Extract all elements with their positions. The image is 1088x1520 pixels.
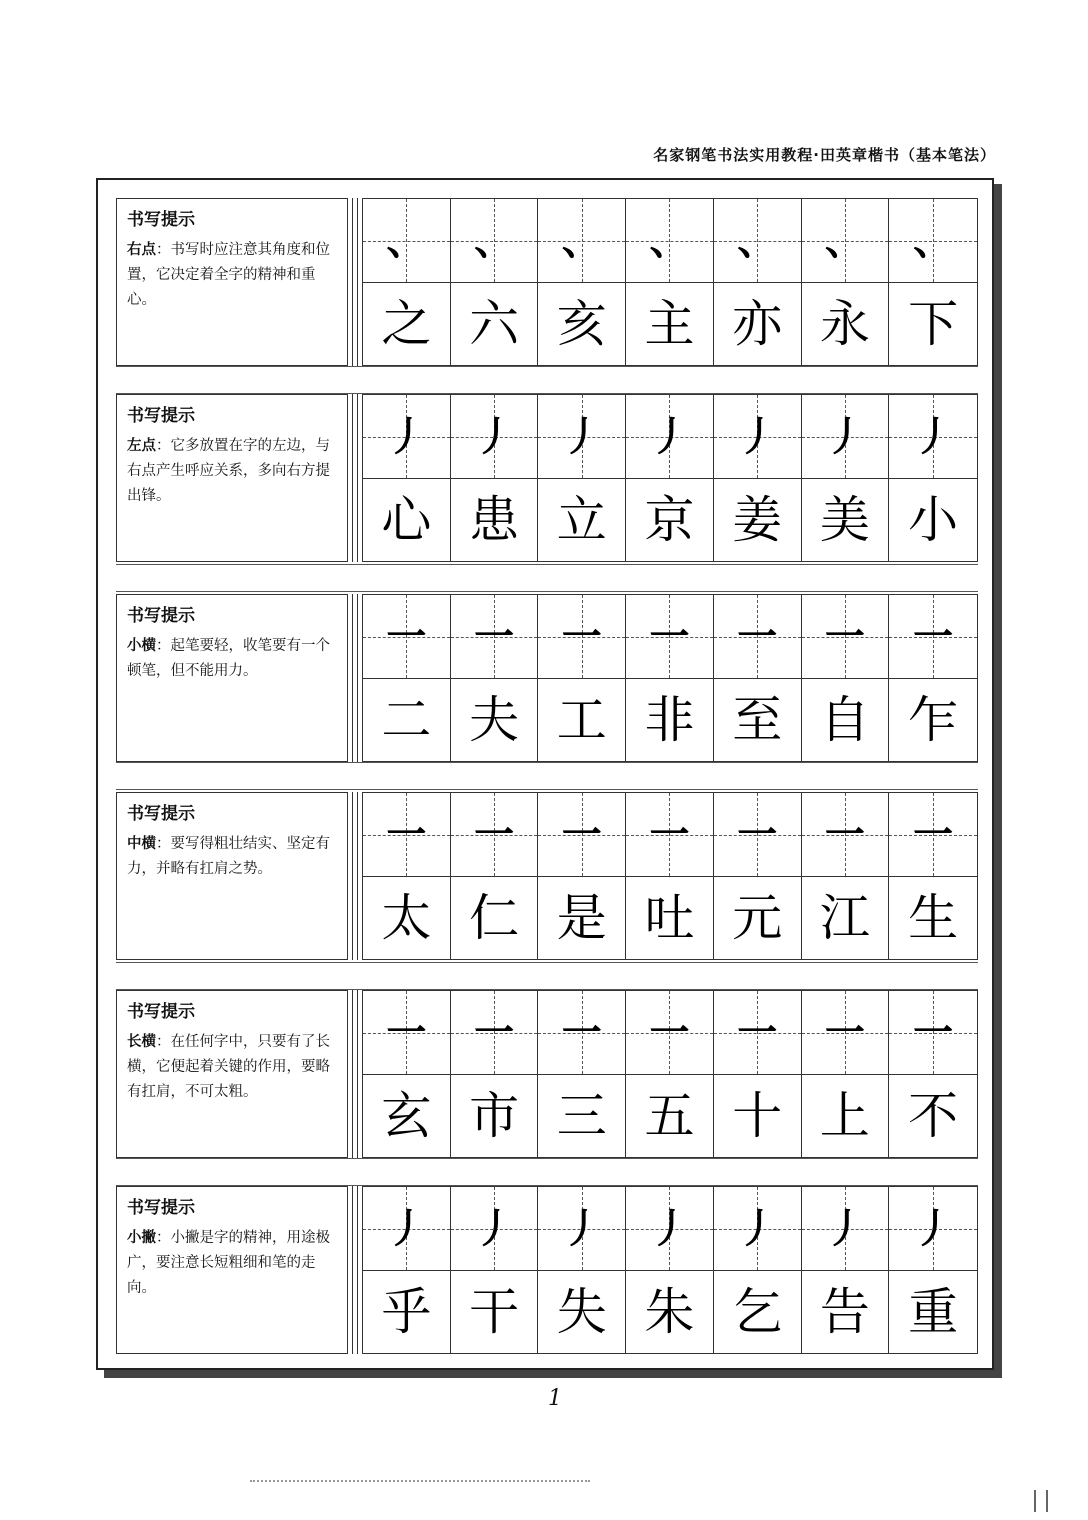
character-cell	[889, 679, 977, 761]
section-gap	[116, 1158, 978, 1186]
stroke-sample: 丿	[649, 412, 690, 460]
stroke-term: 小横	[127, 638, 156, 654]
stroke-cell	[626, 199, 714, 283]
stroke-sample: 、	[386, 216, 427, 264]
tip-body	[127, 238, 337, 313]
stroke-sample: 一	[649, 1008, 690, 1056]
practice-grid	[362, 792, 978, 960]
example-character: 三	[556, 1087, 607, 1145]
example-character: 干	[469, 1283, 520, 1341]
example-character: 是	[556, 889, 607, 947]
stroke-section	[116, 594, 978, 762]
stroke-section	[116, 198, 978, 366]
stroke-sample: 丿	[913, 1204, 954, 1252]
stroke-cell	[451, 595, 539, 679]
example-character: 之	[381, 295, 432, 353]
practice-grid	[362, 594, 978, 762]
example-character: 非	[644, 691, 695, 749]
tip-title: 书写提示	[127, 406, 195, 426]
stroke-cell	[889, 595, 977, 679]
character-cell	[626, 1271, 714, 1353]
stroke-cell	[802, 595, 890, 679]
stroke-cell	[538, 793, 626, 877]
stroke-sample: 一	[737, 612, 778, 660]
character-cell	[889, 283, 977, 365]
example-character: 患	[469, 491, 520, 549]
stroke-cell	[538, 395, 626, 479]
stroke-sample: 丿	[737, 412, 778, 460]
character-cell	[538, 479, 626, 561]
example-character: 十	[732, 1087, 783, 1145]
example-character: 至	[732, 691, 783, 749]
double-divider	[352, 1186, 358, 1354]
example-character: 重	[908, 1283, 959, 1341]
tip-title: 书写提示	[127, 210, 195, 230]
stroke-sample: 一	[913, 1008, 954, 1056]
stroke-sample: 一	[386, 612, 427, 660]
stroke-sample: 、	[649, 216, 690, 264]
stroke-section	[116, 990, 978, 1158]
stroke-cell	[802, 793, 890, 877]
tip-body	[127, 832, 337, 882]
practice-frame	[96, 178, 994, 1370]
character-cell	[714, 479, 802, 561]
stroke-cell	[451, 991, 539, 1075]
section-gap	[116, 366, 978, 394]
stroke-sample: 一	[824, 612, 865, 660]
example-character: 五	[644, 1087, 695, 1145]
stroke-description: ：小撇是字的精神，用途极广，要注意长短粗细和笔的走向。	[127, 1230, 330, 1296]
example-character: 二	[381, 691, 432, 749]
tip-title: 书写提示	[127, 1198, 195, 1218]
stroke-sample: 一	[386, 810, 427, 858]
stroke-sample: 、	[737, 216, 778, 264]
stroke-sample: 一	[737, 810, 778, 858]
example-character: 仁	[469, 889, 520, 947]
example-character: 江	[819, 889, 870, 947]
stroke-cell	[538, 991, 626, 1075]
practice-grid	[362, 394, 978, 562]
character-cell	[802, 877, 890, 959]
page-number: 1	[548, 1386, 562, 1411]
stroke-description: ：在任何字中，只要有了长横，它便起着关键的作用，要略有扛肩，不可太粗。	[127, 1034, 330, 1100]
character-cell	[538, 1075, 626, 1157]
stroke-sample: 一	[649, 810, 690, 858]
stroke-sample: 一	[737, 1008, 778, 1056]
tip-title: 书写提示	[127, 804, 195, 824]
stroke-cell	[889, 199, 977, 283]
double-divider	[352, 198, 358, 366]
example-character: 京	[644, 491, 695, 549]
stroke-term: 右点	[127, 242, 156, 258]
example-character: 心	[381, 491, 432, 549]
character-cell	[451, 479, 539, 561]
character-cell	[889, 479, 977, 561]
example-character: 上	[819, 1087, 870, 1145]
stroke-sample: 丿	[649, 1204, 690, 1252]
stroke-section	[116, 792, 978, 960]
stroke-cell	[538, 199, 626, 283]
stroke-cell	[714, 793, 802, 877]
stroke-cell	[802, 991, 890, 1075]
stroke-term: 长横	[127, 1034, 156, 1050]
example-character: 主	[644, 295, 695, 353]
character-cell	[889, 877, 977, 959]
stroke-cell	[714, 1187, 802, 1271]
section-gap	[116, 762, 978, 790]
character-cell	[451, 877, 539, 959]
stroke-cell	[451, 199, 539, 283]
character-cell	[451, 1271, 539, 1353]
example-character: 小	[908, 491, 959, 549]
stroke-sample: 一	[824, 810, 865, 858]
stroke-sample: 一	[386, 1008, 427, 1056]
stroke-cell	[451, 1187, 539, 1271]
stroke-cell	[714, 991, 802, 1075]
example-character: 太	[381, 889, 432, 947]
stroke-sample: 、	[474, 216, 515, 264]
stroke-sample: 一	[474, 612, 515, 660]
character-cell	[714, 679, 802, 761]
writing-tip-box	[116, 594, 348, 762]
stroke-sample: 一	[913, 810, 954, 858]
stroke-cell	[626, 395, 714, 479]
character-cell	[714, 877, 802, 959]
character-cell	[802, 283, 890, 365]
stroke-cell	[363, 595, 451, 679]
stroke-section	[116, 1186, 978, 1354]
stroke-sample: 、	[824, 216, 865, 264]
section-gap	[116, 564, 978, 592]
character-cell	[451, 283, 539, 365]
example-character: 市	[469, 1087, 520, 1145]
stroke-sample: 一	[649, 612, 690, 660]
example-character: 姜	[732, 491, 783, 549]
stroke-cell	[802, 199, 890, 283]
character-cell	[802, 1075, 890, 1157]
stroke-cell	[451, 395, 539, 479]
character-cell	[714, 1075, 802, 1157]
stroke-sample: 丿	[737, 1204, 778, 1252]
stroke-cell	[363, 1187, 451, 1271]
character-cell	[538, 877, 626, 959]
stroke-sample: 丿	[386, 1204, 427, 1252]
character-cell	[538, 1271, 626, 1353]
section-gap	[116, 962, 978, 990]
writing-tip-box	[116, 198, 348, 366]
writing-tip-box	[116, 792, 348, 960]
stroke-sample: 丿	[913, 412, 954, 460]
double-divider	[352, 792, 358, 960]
example-character: 吐	[644, 889, 695, 947]
stroke-sample: 丿	[561, 1204, 602, 1252]
example-character: 不	[908, 1087, 959, 1145]
stroke-cell	[889, 395, 977, 479]
character-cell	[451, 679, 539, 761]
stroke-sample: 一	[824, 1008, 865, 1056]
tip-body	[127, 634, 337, 684]
stroke-sample: 、	[561, 216, 602, 264]
stroke-sample: 丿	[386, 412, 427, 460]
stroke-cell	[363, 991, 451, 1075]
footer-line	[250, 1480, 590, 1482]
tip-body	[127, 1226, 337, 1301]
stroke-cell	[451, 793, 539, 877]
character-cell	[538, 679, 626, 761]
example-character: 乍	[908, 691, 959, 749]
character-cell	[714, 1271, 802, 1353]
stroke-cell	[714, 199, 802, 283]
example-character: 生	[908, 889, 959, 947]
character-cell	[889, 1075, 977, 1157]
stroke-sample: 一	[561, 810, 602, 858]
stroke-cell	[626, 1187, 714, 1271]
character-cell	[363, 479, 451, 561]
stroke-cell	[363, 395, 451, 479]
example-character: 乞	[732, 1283, 783, 1341]
stroke-description: ：要写得粗壮结实、坚定有力，并略有扛肩之势。	[127, 836, 330, 877]
example-character: 自	[819, 691, 870, 749]
stroke-cell	[626, 595, 714, 679]
stroke-sample: 一	[474, 810, 515, 858]
stroke-sample: 一	[474, 1008, 515, 1056]
stroke-sample: 丿	[561, 412, 602, 460]
stroke-cell	[626, 991, 714, 1075]
page-header: 名家钢笔书法实用教程·田英章楷书（基本笔法）	[653, 146, 996, 164]
example-character: 失	[556, 1283, 607, 1341]
example-character: 乎	[381, 1283, 432, 1341]
example-character: 亦	[732, 295, 783, 353]
character-cell	[626, 679, 714, 761]
example-character: 夫	[469, 691, 520, 749]
character-cell	[538, 283, 626, 365]
example-character: 告	[819, 1283, 870, 1341]
writing-tip-box	[116, 394, 348, 562]
example-character: 下	[908, 295, 959, 353]
stroke-cell	[889, 1187, 977, 1271]
character-cell	[889, 1271, 977, 1353]
stroke-sample: 丿	[474, 1204, 515, 1252]
character-cell	[626, 479, 714, 561]
stroke-cell	[363, 199, 451, 283]
stroke-cell	[714, 595, 802, 679]
stroke-sample: 丿	[824, 412, 865, 460]
stroke-cell	[802, 1187, 890, 1271]
tip-body	[127, 1030, 337, 1105]
tip-title: 书写提示	[127, 606, 195, 626]
character-cell	[363, 1271, 451, 1353]
example-character: 玄	[381, 1087, 432, 1145]
stroke-term: 中横	[127, 836, 156, 852]
character-cell	[714, 283, 802, 365]
stroke-description: ：起笔要轻，收笔要有一个顿笔，但不能用力。	[127, 638, 330, 679]
example-character: 元	[732, 889, 783, 947]
double-divider	[352, 990, 358, 1158]
stroke-cell	[714, 395, 802, 479]
example-character: 朱	[644, 1283, 695, 1341]
example-character: 立	[556, 491, 607, 549]
writing-tip-box	[116, 1186, 348, 1354]
character-cell	[363, 877, 451, 959]
tip-body	[127, 434, 337, 509]
stroke-sample: 一	[913, 612, 954, 660]
character-cell	[363, 283, 451, 365]
stroke-description: ：书写时应注意其角度和位置，它决定着全字的精神和重心。	[127, 242, 330, 308]
example-character: 亥	[556, 295, 607, 353]
stroke-cell	[889, 991, 977, 1075]
practice-grid	[362, 198, 978, 366]
tip-title: 书写提示	[127, 1002, 195, 1022]
stroke-sample: 、	[913, 216, 954, 264]
stroke-term: 左点	[127, 438, 156, 454]
stroke-cell	[802, 395, 890, 479]
stroke-sample: 丿	[824, 1204, 865, 1252]
stroke-cell	[626, 793, 714, 877]
writing-tip-box	[116, 990, 348, 1158]
practice-grid	[362, 1186, 978, 1354]
example-character: 工	[556, 691, 607, 749]
stroke-sample: 一	[561, 1008, 602, 1056]
example-character: 永	[819, 295, 870, 353]
character-cell	[802, 1271, 890, 1353]
character-cell	[802, 679, 890, 761]
example-character: 六	[469, 295, 520, 353]
stroke-description: ：它多放置在字的左边，与右点产生呼应关系，多向右方提出锋。	[127, 438, 330, 504]
stroke-sample: 一	[561, 612, 602, 660]
character-cell	[802, 479, 890, 561]
stroke-sample: 丿	[474, 412, 515, 460]
double-divider	[352, 594, 358, 762]
stroke-cell	[889, 793, 977, 877]
stroke-cell	[363, 793, 451, 877]
stroke-term: 小撇	[127, 1230, 156, 1246]
character-cell	[626, 1075, 714, 1157]
character-cell	[363, 679, 451, 761]
character-cell	[626, 283, 714, 365]
edge-mark	[1034, 1490, 1048, 1512]
character-cell	[363, 1075, 451, 1157]
frame-shadow-right	[994, 184, 1002, 1378]
practice-grid	[362, 990, 978, 1158]
stroke-cell	[538, 1187, 626, 1271]
frame-shadow-bottom	[104, 1370, 1002, 1378]
example-character: 美	[819, 491, 870, 549]
character-cell	[626, 877, 714, 959]
stroke-section	[116, 394, 978, 562]
stroke-cell	[538, 595, 626, 679]
character-cell	[451, 1075, 539, 1157]
double-divider	[352, 394, 358, 562]
